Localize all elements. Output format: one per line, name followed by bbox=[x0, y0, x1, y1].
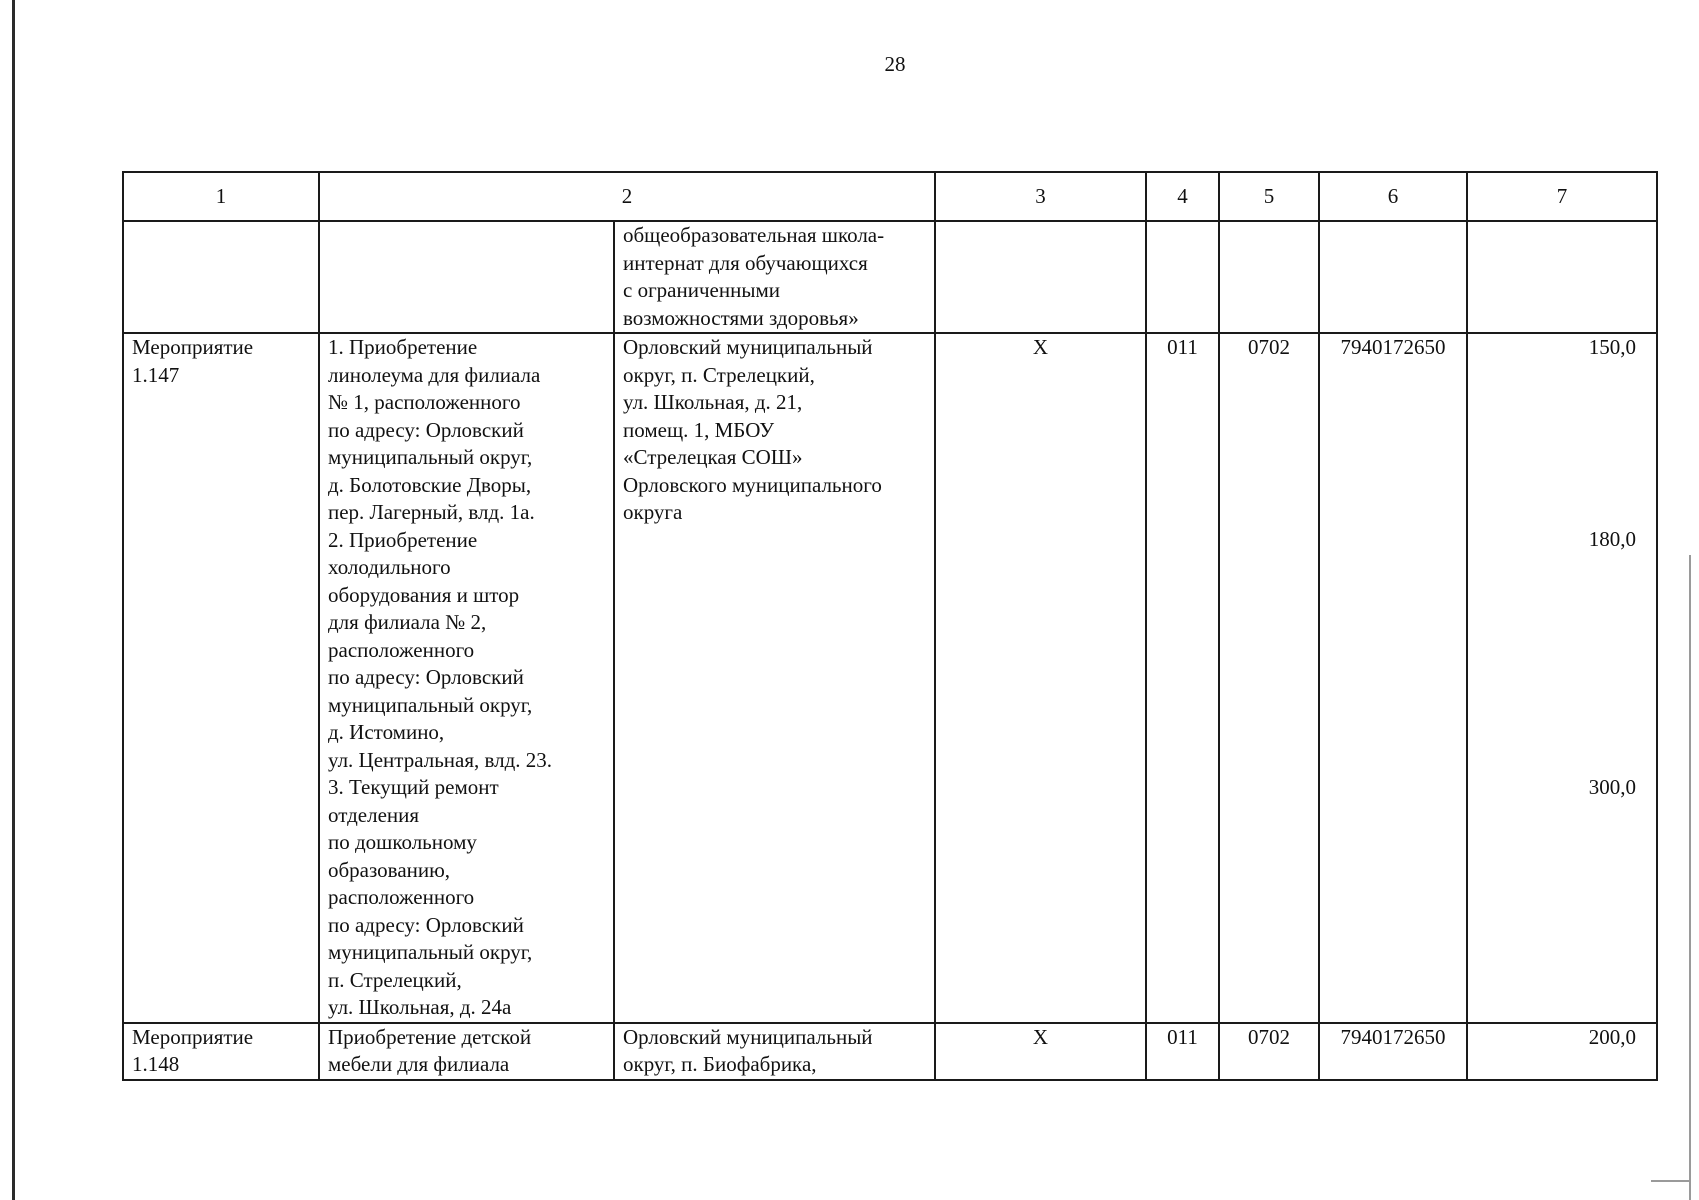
text-line: ул. Школьная, д. 24а bbox=[328, 995, 512, 1019]
cell-col-4: 011 bbox=[1146, 1023, 1219, 1080]
text-line: 1.148 bbox=[132, 1052, 180, 1076]
cell-executor bbox=[614, 1023, 935, 1080]
text-line: округ, п. Биофабрика, bbox=[623, 1052, 817, 1076]
cell-empty bbox=[123, 221, 319, 333]
cell-measure-description bbox=[319, 1023, 614, 1080]
header-row bbox=[123, 172, 1657, 221]
text-line: Мероприятие bbox=[132, 1024, 254, 1049]
header-col-5: 5 bbox=[1219, 172, 1319, 221]
cell-measure-description bbox=[319, 333, 614, 1023]
text-line: общеобразовательная школа- bbox=[623, 223, 885, 247]
text-line: мебели для филиала bbox=[328, 1052, 510, 1076]
text-line: 1. Приобретение bbox=[328, 335, 478, 359]
values-stack bbox=[1476, 334, 1648, 1018]
text-line: «Стрелецкая СОШ» bbox=[623, 445, 803, 469]
cell-col-4: 011 bbox=[1146, 333, 1219, 1023]
text-line: расположенного bbox=[328, 637, 475, 662]
text-line: д. Истомино, bbox=[328, 720, 445, 744]
text-line: № 1, расположенного bbox=[328, 390, 521, 414]
text-line: расположенного bbox=[328, 885, 475, 909]
text-line: по дошкольному bbox=[328, 830, 477, 854]
page-number: 28 bbox=[884, 52, 906, 76]
text-line: Орловский муниципальный bbox=[623, 335, 873, 359]
cell-col-7-value: 200,0 bbox=[1467, 1023, 1657, 1080]
text-line: муниципальный округ, bbox=[328, 692, 533, 717]
cell-empty bbox=[1146, 221, 1219, 333]
cell-col-6: 7940172650 bbox=[1319, 1023, 1467, 1080]
text-line: муниципальный округ, bbox=[328, 940, 533, 964]
text-line: по адресу: Орловский bbox=[328, 912, 524, 937]
text-line: 3. Текущий ремонт bbox=[328, 775, 499, 799]
text-line: округа bbox=[623, 500, 683, 524]
cell-col-5: 0702 bbox=[1219, 1023, 1319, 1080]
text-line: 1.147 bbox=[132, 362, 180, 387]
table-row-measure-1148 bbox=[123, 1023, 1657, 1080]
text-line: возможностями здоровья» bbox=[623, 305, 859, 330]
text-line: отделения bbox=[328, 802, 420, 827]
table-row-continuation bbox=[123, 221, 1657, 333]
value-item-1: 150,0 bbox=[1588, 335, 1636, 359]
text-line: ул. Центральная, влд. 23. bbox=[328, 747, 553, 772]
table-row-measure-1147 bbox=[123, 333, 1657, 1023]
value-item-2: 180,0 bbox=[1588, 527, 1636, 551]
scan-edge-right bbox=[1689, 555, 1691, 1200]
cell-empty bbox=[1219, 221, 1319, 333]
text-line: образованию, bbox=[328, 857, 451, 882]
cell-empty bbox=[1467, 221, 1657, 333]
text-line: интернат для обучающихся bbox=[623, 250, 868, 275]
text-line: по адресу: Орловский bbox=[328, 417, 524, 442]
text-line: Орловский муниципальный bbox=[623, 1024, 873, 1049]
header-col-2: 2 bbox=[319, 172, 935, 221]
text-line: д. Болотовские Дворы, bbox=[328, 472, 532, 497]
text-line: 2. Приобретение bbox=[328, 527, 478, 552]
text-line: п. Стрелецкий, bbox=[328, 967, 462, 992]
text-line: Орловского муниципального bbox=[623, 472, 882, 497]
cell-empty bbox=[935, 221, 1146, 333]
cell-measure-name bbox=[123, 333, 319, 1023]
text-line: оборудования и штор bbox=[328, 582, 520, 607]
text-line: пер. Лагерный, влд. 1а. bbox=[328, 500, 535, 524]
header-col-1: 1 bbox=[123, 172, 319, 221]
header-col-6: 6 bbox=[1319, 172, 1467, 221]
text-line: по адресу: Орловский bbox=[328, 665, 524, 689]
header-col-4: 4 bbox=[1146, 172, 1219, 221]
header-col-7: 7 bbox=[1467, 172, 1657, 221]
cell-empty bbox=[319, 221, 614, 333]
cell-measure-name bbox=[123, 1023, 319, 1080]
text-line: для филиала № 2, bbox=[328, 610, 487, 634]
value-item-3: 300,0 bbox=[1588, 775, 1636, 799]
header-col-3: 3 bbox=[935, 172, 1146, 221]
cell-executor-continued bbox=[614, 221, 935, 333]
text-line: Мероприятие bbox=[132, 335, 254, 359]
cell-col-6: 7940172650 bbox=[1319, 333, 1467, 1023]
text-line: холодильного bbox=[328, 555, 451, 579]
budget-table bbox=[122, 171, 1658, 1081]
text-line: округ, п. Стрелецкий, bbox=[623, 362, 815, 387]
scan-edge-left bbox=[12, 0, 15, 1200]
text-line: с ограниченными bbox=[623, 278, 780, 302]
text-line: ул. Школьная, д. 21, bbox=[623, 390, 803, 414]
cell-col-5: 0702 bbox=[1219, 333, 1319, 1023]
scan-edge-right-tick bbox=[1651, 1180, 1691, 1182]
cell-executor bbox=[614, 333, 935, 1023]
cell-col-3: Х bbox=[935, 333, 1146, 1023]
text-line: линолеума для филиала bbox=[328, 362, 541, 387]
cell-col-3: Х bbox=[935, 1023, 1146, 1080]
text-line: помещ. 1, МБОУ bbox=[623, 417, 775, 442]
cell-col-7-values bbox=[1467, 333, 1657, 1023]
text-line: Приобретение детской bbox=[328, 1024, 532, 1049]
text-line: муниципальный округ, bbox=[328, 445, 533, 469]
cell-empty bbox=[1319, 221, 1467, 333]
